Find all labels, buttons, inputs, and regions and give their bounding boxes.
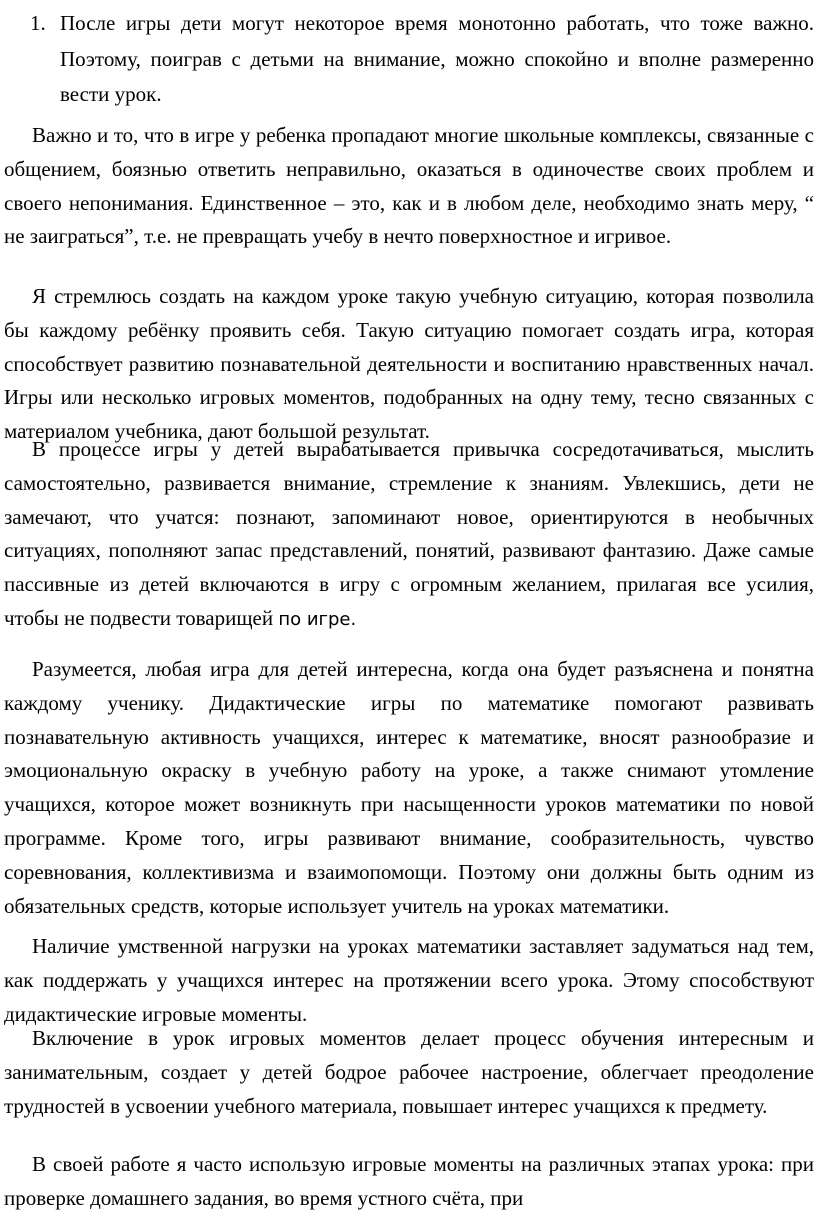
paragraph-7: В своей работе я часто использую игровые моменты на различных этапах урока: при проверке домашнего задания, во время устного счёта, при bbox=[4, 1152, 814, 1210]
paragraph-6: Включение в урок игровых моментов делает процесс обучения интересным и занимательным, создает у детей бодрое рабочее настроение, облегчает преодоление трудностей в усвоении учебного материала, повышает интерес учащихся к предмету. bbox=[4, 1026, 814, 1118]
paragraph-5: Наличие умственной нагрузки на уроках математики заставляет задуматься над тем, как поддержать у учащихся интерес на протяжении всего урока. Этому способствуют дидактические игровые моменты. bbox=[4, 934, 814, 1026]
paragraph-3-tail: по игре. bbox=[278, 608, 357, 630]
paragraph-3-main: В процессе игры у детей вырабатывается привычка сосредотачиваться, мыслить самостоятельно, развивается внимание, стремление к знаниям. Увлекшись, дети не замечают, что учатся: познают, запоминают новое, ориентируются в необычных ситуациях, пополняют запас представлений, понятий, развивают фантазию. Даже самые пассивные из детей включаются в игру с огромным желанием, прилагая все усилия, чтобы не подвести товарищей bbox=[4, 437, 814, 630]
paragraph-4: Разумеется, любая игра для детей интересна, когда она будет разъяснена и понятна каждому ученику. Дидактические игры по математике помогают развивать познавательную активность учащихся, интерес к математике, вносят разнообразие и эмоциональную окраску в учебную работу на уроке, а также снимают утомление учащихся, которое может возникнуть при насыщенности уроков математики по новой программе. Кроме того, игры развивают внимание, сообразительность, чувство соревнования, коллективизма и взаимопомощи. Поэтому они должны быть одним из обязательных средств, которые использует учитель на уроках математики. bbox=[4, 657, 814, 918]
paragraph-2: Я стремлюсь создать на каждом уроке такую учебную ситуацию, которая позволила бы каждому ребёнку проявить себя. Такую ситуацию помогает создать игра, которая способствует развитию познавательной деятельности и воспитанию нравственных начал. Игры или несколько игровых моментов, подобранных на одну тему, тесно связанных с материалом учебника, дают большой результат. bbox=[4, 284, 814, 444]
numbered-list-item bbox=[30, 6, 814, 113]
paragraph-1: Важно и то, что в игре у ребенка пропадают многие школьные комплексы, связанные с общением, боязнью ответить неправильно, оказаться в одиночестве своих проблем и своего непонимания. Единственное – это, как и в любом деле, необходимо знать меру, “ не заиграться”, т.е. не превращать учебу в нечто поверхностное и игривое. bbox=[4, 123, 814, 249]
paragraph-3 bbox=[4, 433, 814, 637]
list-number: 1. bbox=[30, 11, 46, 35]
list-item-text: После игры дети могут некоторое время монотонно работать, что тоже важно. Поэтому, поиграв с детьми на внимание, можно спокойно и вполне размеренно вести урок. bbox=[60, 11, 814, 106]
